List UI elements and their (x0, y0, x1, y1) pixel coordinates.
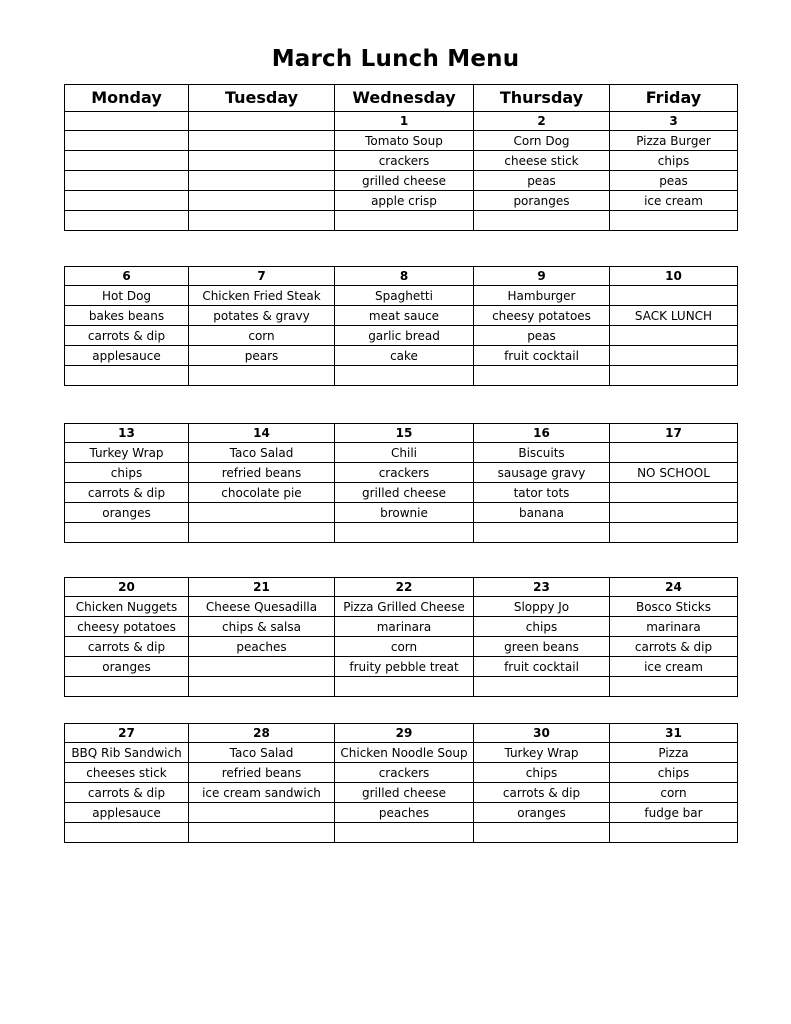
menu-row (65, 597, 738, 617)
menu-cell: peas (610, 171, 738, 191)
menu-cell: Taco Salad (189, 743, 335, 763)
menu-cell: crackers (335, 763, 474, 783)
menu-row (65, 191, 738, 211)
date-cell: 13 (65, 424, 189, 443)
menu-cell: applesauce (65, 346, 189, 366)
date-cell: 31 (610, 724, 738, 743)
blank-cell (335, 211, 474, 231)
menu-cell: BBQ Rib Sandwich (65, 743, 189, 763)
menu-cell: refried beans (189, 763, 335, 783)
blank-cell (474, 211, 610, 231)
menu-row (65, 743, 738, 763)
blank-cell (189, 823, 335, 843)
blank-cell (610, 211, 738, 231)
blank-cell (610, 366, 738, 386)
menu-cell (189, 803, 335, 823)
menu-row (65, 783, 738, 803)
menu-cell: Chicken Fried Steak (189, 286, 335, 306)
menu-cell: Tomato Soup (335, 131, 474, 151)
menu-cell: peas (474, 171, 610, 191)
menu-cell: cheeses stick (65, 763, 189, 783)
menu-cell: crackers (335, 151, 474, 171)
menu-cell: grilled cheese (335, 783, 474, 803)
blank-cell (474, 823, 610, 843)
menu-cell: chips (474, 617, 610, 637)
date-row (65, 424, 738, 443)
menu-cell: chips & salsa (189, 617, 335, 637)
menu-cell: Turkey Wrap (474, 743, 610, 763)
menu-row (65, 637, 738, 657)
blank-cell (335, 366, 474, 386)
menu-cell: corn (610, 783, 738, 803)
menu-cell: applesauce (65, 803, 189, 823)
menu-cell: Sloppy Jo (474, 597, 610, 617)
menu-cell (610, 503, 738, 523)
week-table-2 (64, 266, 738, 386)
date-cell: 9 (474, 267, 610, 286)
menu-cell: meat sauce (335, 306, 474, 326)
menu-cell: bakes beans (65, 306, 189, 326)
menu-cell: refried beans (189, 463, 335, 483)
menu-cell: banana (474, 503, 610, 523)
menu-cell: oranges (474, 803, 610, 823)
menu-row (65, 131, 738, 151)
menu-cell: peas (474, 326, 610, 346)
blank-cell (65, 211, 189, 231)
menu-cell (189, 151, 335, 171)
date-row (65, 578, 738, 597)
menu-cell: garlic bread (335, 326, 474, 346)
blank-cell (65, 677, 189, 697)
menu-cell: marinara (335, 617, 474, 637)
blank-cell (189, 677, 335, 697)
menu-cell: chocolate pie (189, 483, 335, 503)
menu-cell: Pizza (610, 743, 738, 763)
menu-cell: tator tots (474, 483, 610, 503)
menu-row (65, 763, 738, 783)
day-header-monday: Monday (65, 85, 189, 112)
blank-cell (335, 823, 474, 843)
date-cell: 21 (189, 578, 335, 597)
menu-cell: chips (610, 763, 738, 783)
blank-cell (474, 523, 610, 543)
day-header-thursday: Thursday (474, 85, 610, 112)
menu-cell: carrots & dip (65, 326, 189, 346)
date-cell: 24 (610, 578, 738, 597)
menu-cell: Hot Dog (65, 286, 189, 306)
date-cell: 28 (189, 724, 335, 743)
menu-cell: grilled cheese (335, 171, 474, 191)
blank-row (65, 366, 738, 386)
menu-cell: fruit cocktail (474, 657, 610, 677)
blank-cell (474, 677, 610, 697)
menu-cell: grilled cheese (335, 483, 474, 503)
day-header-wednesday: Wednesday (335, 85, 474, 112)
menu-cell: Chili (335, 443, 474, 463)
menu-cell (189, 503, 335, 523)
menu-cell (189, 171, 335, 191)
menu-cell (65, 191, 189, 211)
menu-cell: fruit cocktail (474, 346, 610, 366)
menu-cell: ice cream (610, 191, 738, 211)
menu-cell: Chicken Noodle Soup (335, 743, 474, 763)
menu-cell: Biscuits (474, 443, 610, 463)
day-header-friday: Friday (610, 85, 738, 112)
menu-cell: brownie (335, 503, 474, 523)
menu-cell: carrots & dip (65, 483, 189, 503)
menu-cell (610, 286, 738, 306)
menu-cell: SACK LUNCH (610, 306, 738, 326)
date-cell: 6 (65, 267, 189, 286)
menu-cell: ice cream (610, 657, 738, 677)
menu-cell: Taco Salad (189, 443, 335, 463)
menu-cell: NO SCHOOL (610, 463, 738, 483)
week-table-3 (64, 423, 738, 543)
menu-cell: crackers (335, 463, 474, 483)
menu-row (65, 346, 738, 366)
menu-cell: Spaghetti (335, 286, 474, 306)
menu-cell: potates & gravy (189, 306, 335, 326)
blank-cell (189, 523, 335, 543)
menu-row (65, 443, 738, 463)
menu-cell: cheesy potatoes (65, 617, 189, 637)
blank-cell (189, 211, 335, 231)
menu-cell: corn (189, 326, 335, 346)
menu-cell: apple crisp (335, 191, 474, 211)
menu-cell: sausage gravy (474, 463, 610, 483)
blank-cell (65, 523, 189, 543)
date-row (65, 724, 738, 743)
menu-cell: Corn Dog (474, 131, 610, 151)
date-cell: 2 (474, 112, 610, 131)
menu-cell (610, 326, 738, 346)
blank-cell (610, 523, 738, 543)
blank-row (65, 211, 738, 231)
menu-cell: Bosco Sticks (610, 597, 738, 617)
menu-cell: fruity pebble treat (335, 657, 474, 677)
date-row (65, 112, 738, 131)
menu-cell: marinara (610, 617, 738, 637)
blank-cell (65, 823, 189, 843)
menu-cell: peaches (335, 803, 474, 823)
date-cell: 30 (474, 724, 610, 743)
day-header-tuesday: Tuesday (189, 85, 335, 112)
date-cell: 15 (335, 424, 474, 443)
menu-cell: Chicken Nuggets (65, 597, 189, 617)
menu-cell: cheese stick (474, 151, 610, 171)
date-cell: 17 (610, 424, 738, 443)
day-header-row (65, 85, 738, 112)
menu-cell: carrots & dip (65, 783, 189, 803)
menu-cell: ice cream sandwich (189, 783, 335, 803)
date-cell: 10 (610, 267, 738, 286)
week-table-1 (64, 84, 738, 231)
menu-cell: carrots & dip (474, 783, 610, 803)
week-table-4 (64, 577, 738, 697)
date-cell: 16 (474, 424, 610, 443)
page-title: March Lunch Menu (271, 46, 520, 72)
menu-row (65, 286, 738, 306)
menu-cell: fudge bar (610, 803, 738, 823)
menu-row (65, 803, 738, 823)
menu-cell (610, 346, 738, 366)
menu-cell (189, 657, 335, 677)
menu-cell: peaches (189, 637, 335, 657)
menu-cell: poranges (474, 191, 610, 211)
blank-cell (474, 366, 610, 386)
menu-cell: chips (65, 463, 189, 483)
menu-row (65, 306, 738, 326)
blank-row (65, 677, 738, 697)
menu-cell: corn (335, 637, 474, 657)
blank-cell (335, 523, 474, 543)
date-cell: 29 (335, 724, 474, 743)
menu-cell: Hamburger (474, 286, 610, 306)
menu-cell: Turkey Wrap (65, 443, 189, 463)
date-cell: 20 (65, 578, 189, 597)
date-cell: 7 (189, 267, 335, 286)
date-cell (189, 112, 335, 131)
date-row (65, 267, 738, 286)
date-cell: 22 (335, 578, 474, 597)
blank-cell (189, 366, 335, 386)
menu-cell (189, 191, 335, 211)
menu-row (65, 151, 738, 171)
menu-cell (65, 171, 189, 191)
blank-cell (335, 677, 474, 697)
blank-cell (610, 823, 738, 843)
menu-cell (189, 131, 335, 151)
menu-row (65, 483, 738, 503)
menu-cell: oranges (65, 657, 189, 677)
date-cell: 3 (610, 112, 738, 131)
date-cell: 27 (65, 724, 189, 743)
menu-row (65, 657, 738, 677)
menu-cell: Pizza Burger (610, 131, 738, 151)
menu-row (65, 503, 738, 523)
date-cell: 23 (474, 578, 610, 597)
blank-row (65, 523, 738, 543)
menu-cell: cheesy potatoes (474, 306, 610, 326)
menu-row (65, 326, 738, 346)
week-table-5 (64, 723, 738, 843)
menu-row (65, 463, 738, 483)
menu-cell: carrots & dip (65, 637, 189, 657)
menu-cell: pears (189, 346, 335, 366)
menu-cell (610, 483, 738, 503)
date-cell: 8 (335, 267, 474, 286)
date-cell: 14 (189, 424, 335, 443)
menu-cell (610, 443, 738, 463)
menu-cell: carrots & dip (610, 637, 738, 657)
menu-cell: oranges (65, 503, 189, 523)
date-cell: 1 (335, 112, 474, 131)
menu-row (65, 617, 738, 637)
menu-cell (65, 151, 189, 171)
date-cell (65, 112, 189, 131)
menu-cell: chips (474, 763, 610, 783)
blank-cell (610, 677, 738, 697)
blank-cell (65, 366, 189, 386)
menu-cell: Cheese Quesadilla (189, 597, 335, 617)
blank-row (65, 823, 738, 843)
menu-cell: green beans (474, 637, 610, 657)
menu-cell: Pizza Grilled Cheese (335, 597, 474, 617)
menu-cell: chips (610, 151, 738, 171)
menu-row (65, 171, 738, 191)
menu-cell: cake (335, 346, 474, 366)
menu-cell (65, 131, 189, 151)
